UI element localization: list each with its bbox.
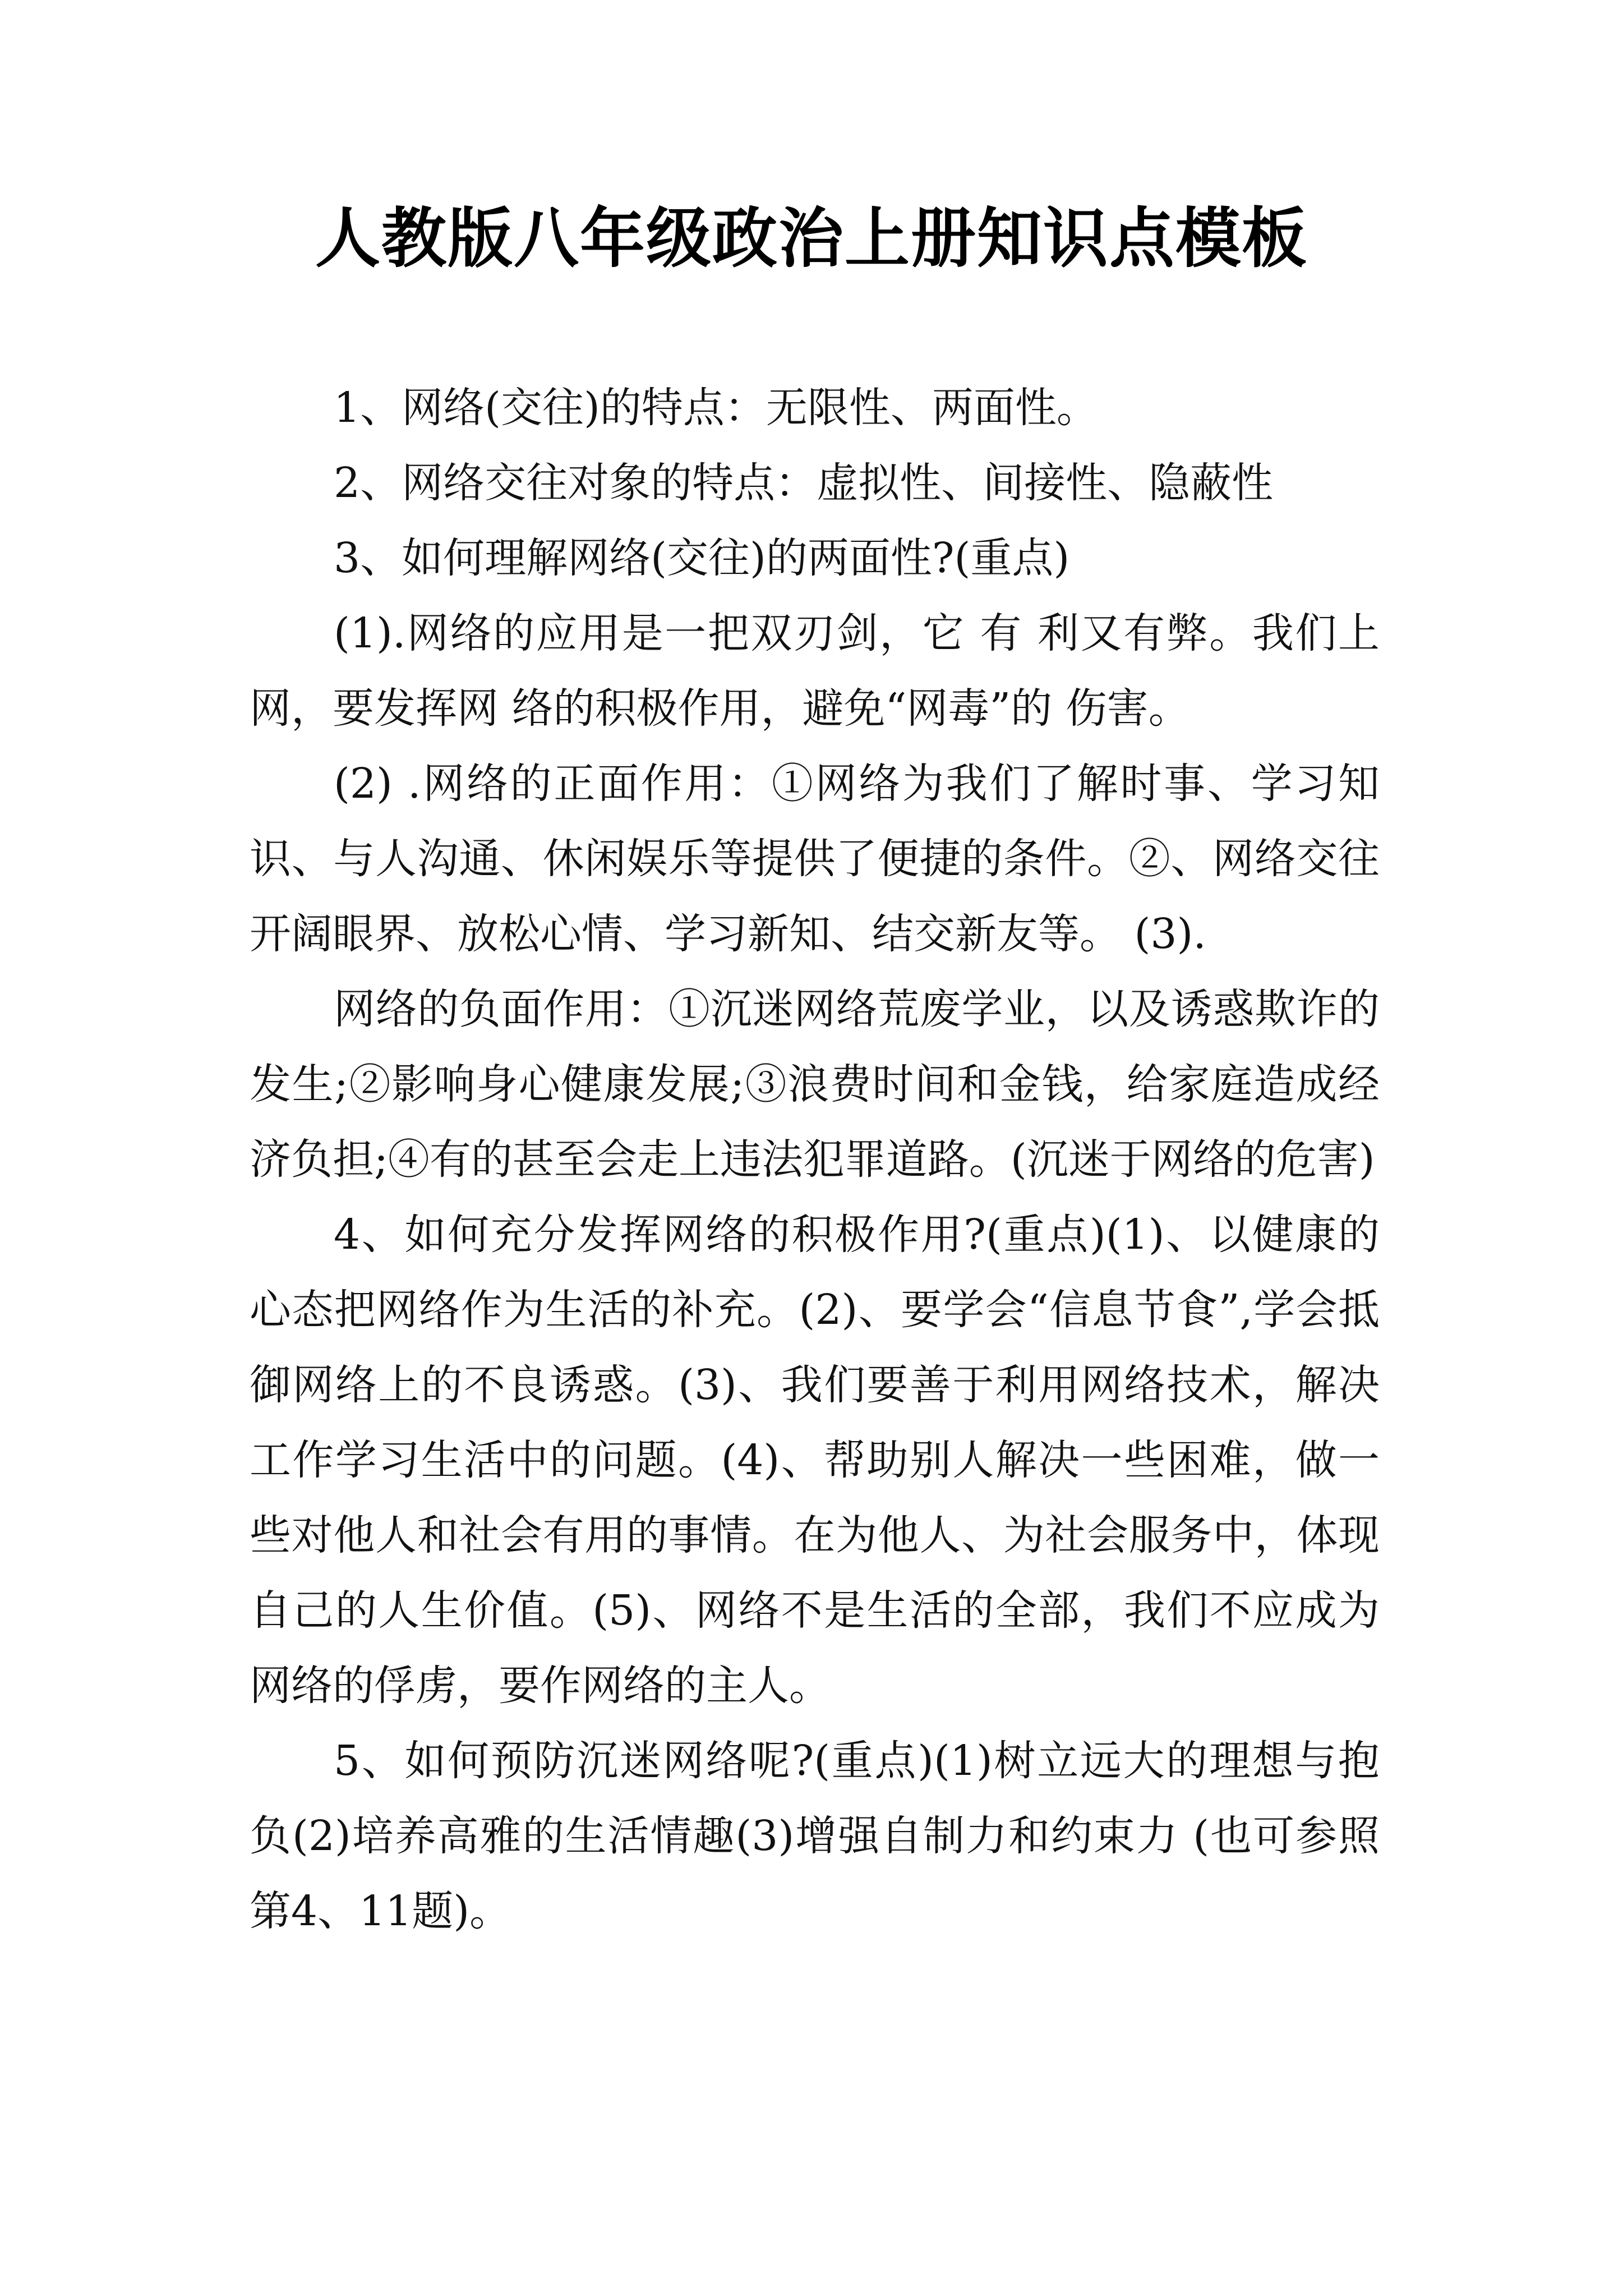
paragraph-5: (2) .网络的正面作用：①网络为我们了解时事、学习知识、与人沟通、休闲娱乐等提供了便捷的条件。②、网络交往开阔眼界、放松心情、学习新知、结交新友等。 (3). xyxy=(250,760,1380,958)
paragraph-7: 4、如何充分发挥网络的积极作用?(重点)(1)、以健康的心态把网络作为生活的补充。(2)、要学会“信息节食”,学会抵御网络上的不良诱惑。(3)、我们要善于利用网络技术，解决工作学习生活中的问题。(4)、帮助别人解决一些困难，做一些对他人和社会有用的事情。在为他人、为社会服务中，体现自己的人生价值。(5)、网络不是生活的全部，我们不应成为网络的俘虏，要作网络的主人。 xyxy=(250,1211,1380,1710)
document-body xyxy=(250,370,1380,1949)
paragraph-8: 5、如何预防沉迷网络呢?(重点)(1)树立远大的理想与抱负(2)培养高雅的生活情趣(3)增强自制力和约束力 (也可参照第4、11题)。 xyxy=(250,1737,1380,1935)
paragraph-6: 网络的负面作用：①沉迷网络荒废学业，以及诱惑欺诈的发生;②影响身心健康发展;③浪费时间和金钱，给家庭造成经济负担;④有的甚至会走上违法犯罪道路。(沉迷于网络的危害) xyxy=(250,985,1380,1184)
paragraph-4: (1).网络的应用是一把双刃剑，它 有 利又有弊。我们上网，要发挥网 络的积极作用，避免“网毒”的 伤害。 xyxy=(250,609,1380,733)
paragraph-2: 2、网络交往对象的特点：虚拟性、间接性、隐蔽性 xyxy=(334,459,1274,507)
paragraph-1: 1、网络(交往)的特点：无限性、两面性。 xyxy=(334,384,1098,432)
paragraph-3: 3、如何理解网络(交往)的两面性?(重点) xyxy=(334,534,1070,582)
document-title: 人教版八年级政治上册知识点模板 xyxy=(315,200,1308,277)
